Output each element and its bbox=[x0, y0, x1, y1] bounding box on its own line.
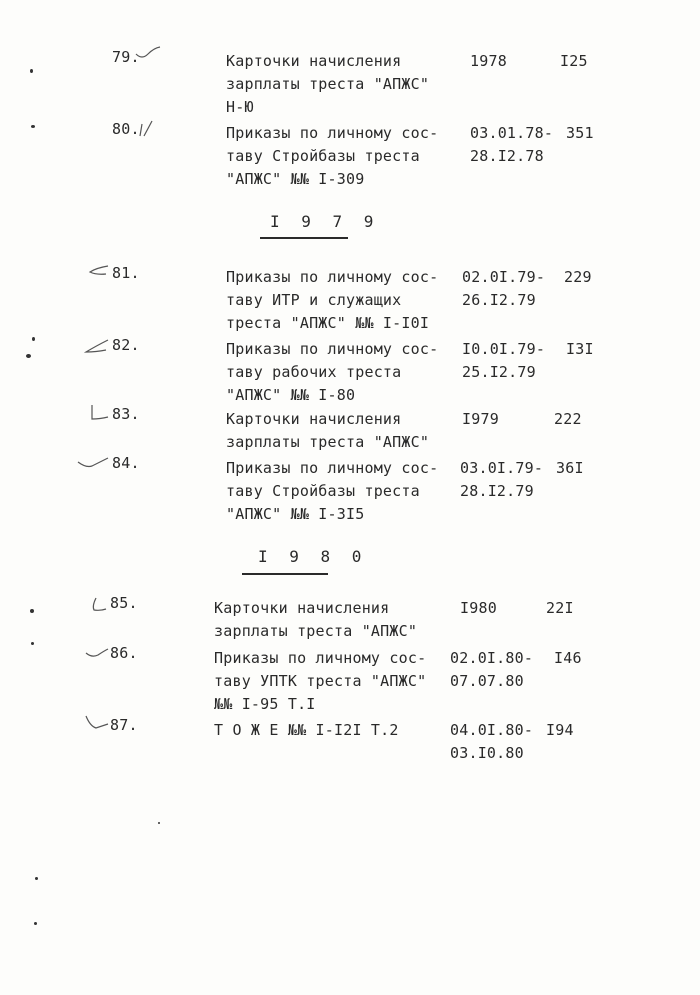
handwritten-check-mark bbox=[82, 338, 110, 356]
entry-date-end: 25.I2.79 bbox=[462, 363, 536, 381]
year-heading: I 9 8 0 bbox=[258, 547, 368, 566]
entry-count: 36I bbox=[556, 459, 584, 477]
entry-title-line: "АПЖС" №№ I-309 bbox=[226, 170, 365, 188]
entry-date: I979 bbox=[462, 410, 499, 428]
entry-title-line: Приказы по личному сос- bbox=[226, 459, 439, 477]
handwritten-check-mark bbox=[134, 44, 162, 62]
entry-title-line: №№ I-95 Т.I bbox=[214, 695, 316, 713]
handwritten-check-mark bbox=[76, 454, 110, 472]
entry-title-line: зарплаты треста "АПЖС" bbox=[226, 75, 430, 93]
entry-title-line: таву Стройбазы треста bbox=[226, 147, 420, 165]
entry-number: 80. bbox=[112, 120, 140, 138]
entry-number: 84. bbox=[112, 454, 140, 472]
year-heading: I 9 7 9 bbox=[270, 212, 380, 231]
handwritten-check-mark bbox=[136, 118, 156, 140]
scan-speck bbox=[31, 125, 35, 128]
entry-title-line: зарплаты треста "АПЖС" bbox=[214, 622, 418, 640]
entry-title-line: Приказы по личному сос- bbox=[226, 268, 439, 286]
entry-count: 222 bbox=[554, 410, 582, 428]
year-underline bbox=[260, 237, 348, 239]
handwritten-check-mark bbox=[88, 403, 110, 423]
entry-number: 82. bbox=[112, 336, 140, 354]
scan-speck bbox=[35, 877, 38, 880]
handwritten-check-mark bbox=[84, 645, 110, 661]
entry-title-line: Т О Ж Е №№ I-I2I Т.2 bbox=[214, 721, 399, 739]
entry-number: 86. bbox=[110, 644, 138, 662]
entry-date: I980 bbox=[460, 599, 497, 617]
entry-number: 83. bbox=[112, 405, 140, 423]
entry-title-line: зарплаты треста "АПЖС" bbox=[226, 433, 430, 451]
entry-date-end: 28.I2.79 bbox=[460, 482, 534, 500]
entry-title-line: Карточки начисления bbox=[226, 410, 402, 428]
entry-number: 85. bbox=[110, 594, 138, 612]
entry-title-line: "АПЖС" №№ I-80 bbox=[226, 386, 356, 404]
entry-date-start: 02.0I.79- bbox=[462, 268, 546, 286]
entry-title-line: Приказы по личному сос- bbox=[214, 649, 427, 667]
entry-count: I3I bbox=[566, 340, 594, 358]
entry-title-line: Приказы по личному сос- bbox=[226, 124, 439, 142]
entry-date-start: 02.0I.80- bbox=[450, 649, 534, 667]
entry-title-line: таву УПТК треста "АПЖС" bbox=[214, 672, 427, 690]
scan-speck bbox=[32, 337, 35, 341]
entry-date-end: 07.07.80 bbox=[450, 672, 524, 690]
entry-title-line: Карточки начисления bbox=[214, 599, 390, 617]
entry-title-line: таву рабочих треста bbox=[226, 363, 402, 381]
scan-speck bbox=[30, 69, 33, 73]
entry-title-line: Приказы по личному сос- bbox=[226, 340, 439, 358]
entry-date-end: 03.I0.80 bbox=[450, 744, 524, 762]
entry-title-line: треста "АПЖС" №№ I-I0I bbox=[226, 314, 430, 332]
scan-speck bbox=[26, 354, 31, 358]
entry-date-start: I0.0I.79- bbox=[462, 340, 546, 358]
entry-number: 79. bbox=[112, 48, 140, 66]
entry-count: 229 bbox=[564, 268, 592, 286]
entry-date: 1978 bbox=[470, 52, 507, 70]
year-underline bbox=[242, 573, 328, 575]
scan-speck bbox=[30, 609, 34, 613]
entry-title-line: таву ИТР и служащих bbox=[226, 291, 402, 309]
entry-count: 351 bbox=[566, 124, 594, 142]
handwritten-check-mark bbox=[84, 712, 110, 734]
entry-count: I25 bbox=[560, 52, 588, 70]
entry-date-start: 04.0I.80- bbox=[450, 721, 534, 739]
entry-date-end: 26.I2.79 bbox=[462, 291, 536, 309]
entry-date-end: 28.I2.78 bbox=[470, 147, 544, 165]
entry-count: I94 bbox=[546, 721, 574, 739]
entry-date-start: 03.0I.79- bbox=[460, 459, 544, 477]
scan-speck bbox=[34, 922, 37, 925]
entry-title-line: Н-Ю bbox=[226, 98, 254, 116]
entry-title-line: "АПЖС" №№ I-3I5 bbox=[226, 505, 365, 523]
entry-date-start: 03.01.78- bbox=[470, 124, 554, 142]
handwritten-check-mark bbox=[88, 596, 108, 614]
scan-speck bbox=[31, 642, 34, 645]
handwritten-check-mark bbox=[86, 262, 110, 278]
entry-title-line: таву Стройбазы треста bbox=[226, 482, 420, 500]
entry-number: 81. bbox=[112, 264, 140, 282]
entry-number: 87. bbox=[110, 716, 138, 734]
scan-speck bbox=[158, 822, 160, 824]
entry-count: 22I bbox=[546, 599, 574, 617]
entry-count: I46 bbox=[554, 649, 582, 667]
entry-title-line: Карточки начисления bbox=[226, 52, 402, 70]
